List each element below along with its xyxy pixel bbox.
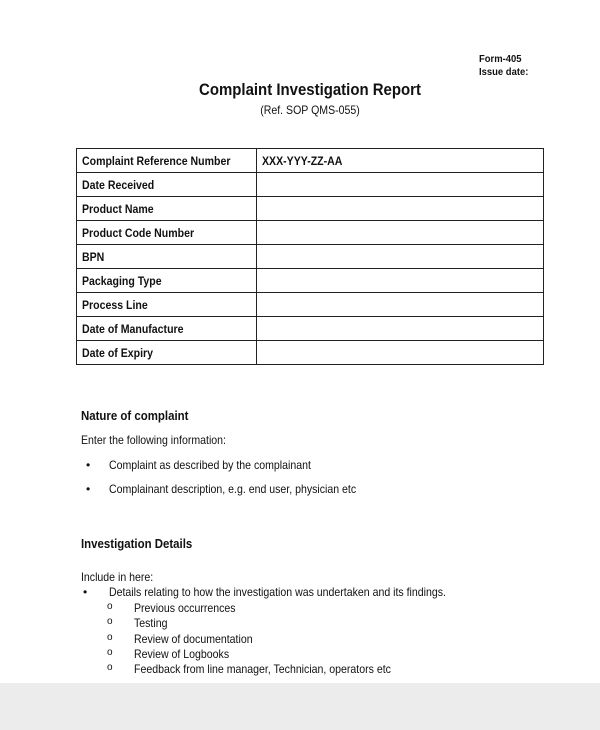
- investigation-sub-item: Review of Logbooks: [134, 646, 230, 661]
- bullet-icon: •: [83, 585, 88, 599]
- form-info: [479, 53, 528, 79]
- row-label: BPN: [82, 249, 105, 264]
- table-row: [77, 341, 544, 365]
- circle-bullet-icon: o: [107, 616, 113, 628]
- complaint-details-table: [76, 148, 544, 365]
- investigation-intro: Include in here:: [81, 570, 154, 584]
- row-label-cell: [77, 269, 257, 293]
- row-value-cell[interactable]: [256, 197, 543, 221]
- row-label: Process Line: [82, 297, 148, 312]
- row-value-cell[interactable]: [256, 149, 543, 173]
- bullet-icon: •: [86, 482, 91, 496]
- investigation-sub-item: Review of documentation: [134, 631, 253, 646]
- row-value-cell[interactable]: [256, 245, 543, 269]
- table-row: [77, 317, 544, 341]
- row-label: Date of Manufacture: [82, 321, 184, 336]
- circle-bullet-icon: o: [107, 601, 113, 612]
- table-row: [77, 173, 544, 197]
- row-label-cell: [77, 293, 257, 317]
- row-label-cell: [77, 173, 257, 197]
- row-value-cell[interactable]: [256, 293, 543, 317]
- issue-date: Issue date:: [479, 66, 529, 78]
- bullet-icon: •: [86, 458, 91, 472]
- nature-bullet: Complaint as described by the complainant: [109, 458, 311, 472]
- row-label: Complaint Reference Number: [82, 153, 231, 168]
- row-value-cell[interactable]: [256, 173, 543, 197]
- table-row: [77, 149, 544, 173]
- investigation-sub-item: Testing: [134, 616, 168, 631]
- row-label-cell: [77, 317, 257, 341]
- row-value-cell[interactable]: [256, 341, 543, 365]
- row-value-cell[interactable]: [256, 221, 543, 245]
- row-label-cell: [77, 221, 257, 245]
- row-label-cell: [77, 149, 257, 173]
- page-title: Complaint Investigation Report: [199, 80, 421, 99]
- form-number: Form-405: [479, 53, 522, 65]
- investigation-sub-item: Previous occurrences: [134, 601, 236, 615]
- investigation-sub-item: Feedback from line manager, Technician, operators etc: [134, 662, 391, 677]
- row-label: Product Name: [82, 201, 154, 216]
- row-value-cell[interactable]: [256, 269, 543, 293]
- circle-bullet-icon: o: [107, 646, 113, 658]
- table-row: [77, 293, 544, 317]
- table-row: [77, 269, 544, 293]
- nature-heading: Nature of complaint: [81, 408, 189, 423]
- row-label: Packaging Type: [82, 273, 162, 288]
- row-label: Product Code Number: [82, 225, 195, 240]
- investigation-heading: Investigation Details: [81, 536, 193, 551]
- row-value: XXX-YYY-ZZ-AA: [261, 153, 343, 168]
- row-label-cell: [77, 341, 257, 365]
- table-row: [77, 221, 544, 245]
- nature-intro: Enter the following information:: [81, 433, 226, 447]
- row-label: Date of Expiry: [82, 345, 154, 360]
- row-label-cell: [77, 197, 257, 221]
- sop-reference: (Ref. SOP QMS-055): [260, 103, 360, 117]
- investigation-bullet: Details relating to how the investigation was undertaken and its findings.: [109, 585, 446, 599]
- row-value-cell[interactable]: [256, 317, 543, 341]
- row-label-cell: [77, 245, 257, 269]
- row-label: Date Received: [82, 177, 155, 192]
- nature-bullet: Complainant description, e.g. end user, physician etc: [109, 482, 357, 496]
- circle-bullet-icon: o: [107, 631, 113, 643]
- table-row: [77, 245, 544, 269]
- table-row: [77, 197, 544, 221]
- circle-bullet-icon: o: [107, 662, 113, 674]
